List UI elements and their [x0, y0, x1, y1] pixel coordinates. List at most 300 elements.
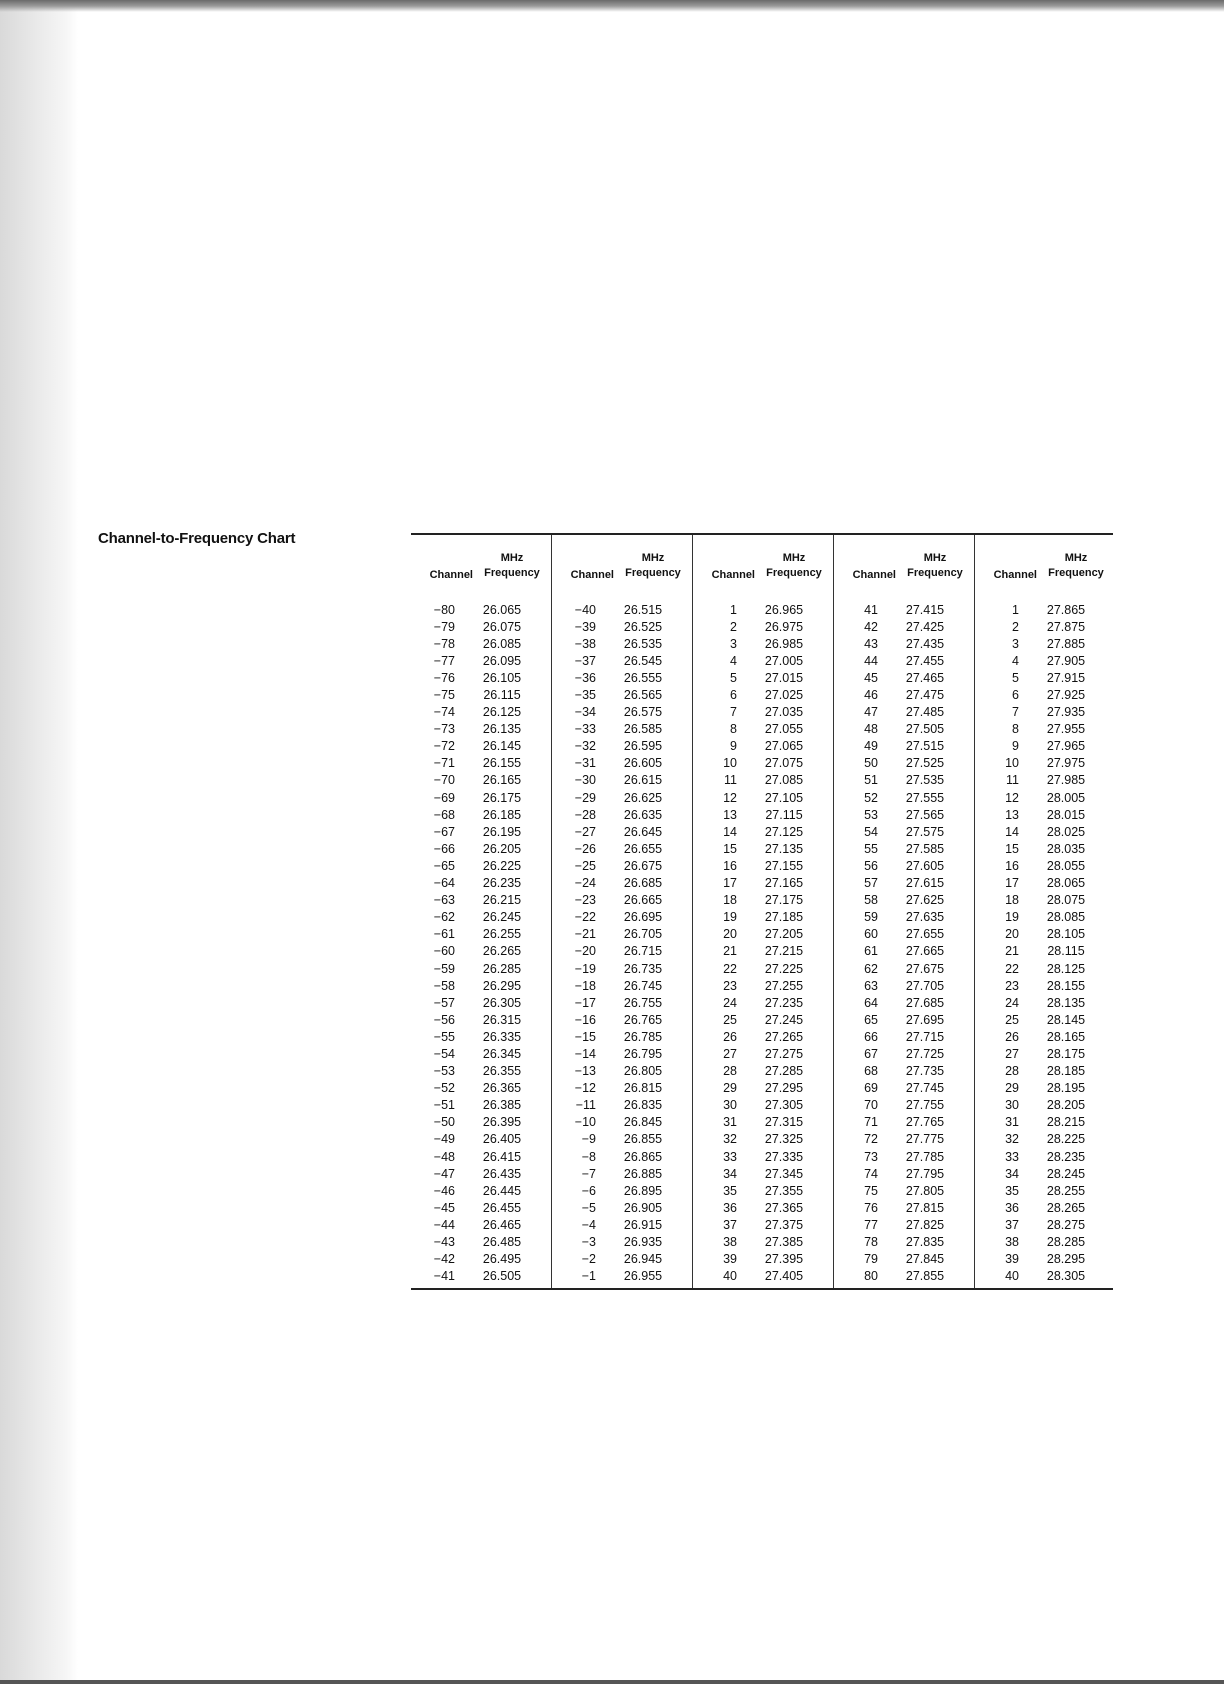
- table-row: [693, 1114, 833, 1131]
- channel-cell: 5: [730, 670, 737, 685]
- channel-cell: −44: [433, 1217, 455, 1232]
- table-row: [411, 1097, 551, 1114]
- channel-cell: 21: [723, 944, 737, 959]
- table-row: [552, 704, 692, 721]
- frequency-cell: 26.465: [482, 1217, 522, 1232]
- channel-cell: 41: [864, 602, 878, 617]
- channel-cell: 12: [723, 790, 737, 805]
- table-row: [552, 1114, 692, 1131]
- frequency-cell: 26.895: [623, 1183, 663, 1198]
- frequency-cell: 26.415: [482, 1149, 522, 1164]
- channel-cell: 62: [864, 961, 878, 976]
- frequency-cell: 27.745: [905, 1081, 945, 1096]
- frequency-cell: 27.235: [764, 995, 804, 1010]
- table-row: [975, 1131, 1115, 1148]
- channel-cell: 57: [864, 876, 878, 891]
- channel-cell: 65: [864, 1012, 878, 1027]
- channel-cell: −56: [433, 1012, 455, 1027]
- frequency-cell: 27.685: [905, 995, 945, 1010]
- table-row: [552, 652, 692, 669]
- frequency-cell: 27.505: [905, 722, 945, 737]
- table-row: [693, 1131, 833, 1148]
- frequency-cell: 27.115: [765, 807, 803, 822]
- channel-cell: −14: [574, 1046, 596, 1061]
- table-row: [411, 977, 551, 994]
- table-row: [834, 909, 974, 926]
- table-row: [552, 1063, 692, 1080]
- table-row: [552, 840, 692, 857]
- channel-cell: 52: [864, 790, 878, 805]
- channel-cell: 19: [723, 910, 737, 925]
- frequency-cell: 27.855: [905, 1269, 945, 1284]
- unit-label: MHz: [923, 552, 947, 564]
- channel-cell: 21: [1005, 944, 1019, 959]
- frequency-cell: 26.555: [623, 670, 663, 685]
- channel-cell: −37: [574, 653, 596, 668]
- channel-cell: −47: [433, 1166, 455, 1181]
- table-row: [411, 1131, 551, 1148]
- frequency-cell: 27.605: [905, 858, 945, 873]
- channel-cell: 20: [1005, 927, 1019, 942]
- frequency-cell: 26.215: [482, 893, 522, 908]
- channel-cell: −55: [433, 1029, 455, 1044]
- table-row: [834, 738, 974, 755]
- frequency-cell: 28.245: [1046, 1166, 1086, 1181]
- frequency-cell: 26.835: [623, 1098, 663, 1113]
- frequency-cell: 27.485: [905, 705, 945, 720]
- table-row: [552, 1233, 692, 1250]
- table-row: [975, 960, 1115, 977]
- table-row: [975, 1199, 1115, 1216]
- frequency-cell: 28.275: [1046, 1217, 1086, 1232]
- channel-cell: 24: [1005, 995, 1019, 1010]
- frequency-cell: 27.035: [764, 705, 804, 720]
- channel-cell: −45: [433, 1200, 455, 1215]
- channel-cell: 29: [1005, 1081, 1019, 1096]
- table-row: [975, 652, 1115, 669]
- frequency-cell: 26.765: [623, 1012, 663, 1027]
- frequency-cell: 27.355: [764, 1183, 804, 1198]
- table-row: [552, 823, 692, 840]
- channel-cell: 17: [723, 876, 737, 891]
- table-row: [834, 1165, 974, 1182]
- column-header: [693, 535, 833, 587]
- table-row: [693, 738, 833, 755]
- table-row: [834, 669, 974, 686]
- table-row: [411, 840, 551, 857]
- frequency-cell: 28.305: [1046, 1269, 1086, 1284]
- frequency-cell: 28.015: [1046, 807, 1086, 822]
- table-row: [834, 618, 974, 635]
- channel-cell: 37: [1005, 1217, 1019, 1232]
- table-row: [834, 1199, 974, 1216]
- frequency-cell: 27.805: [905, 1183, 945, 1198]
- table-row: [411, 823, 551, 840]
- channel-cell: 8: [730, 722, 737, 737]
- channel-cell: −59: [433, 961, 455, 976]
- table-row: [552, 806, 692, 823]
- frequency-cell: 26.815: [623, 1081, 663, 1096]
- frequency-cell: 26.655: [623, 841, 663, 856]
- channel-cell: 9: [730, 739, 737, 754]
- channel-cell: 45: [864, 670, 878, 685]
- table-row: [975, 1268, 1115, 1285]
- channel-cell: −13: [574, 1064, 596, 1079]
- channel-cell: 35: [723, 1183, 737, 1198]
- table-row: [411, 1165, 551, 1182]
- table-row: [693, 875, 833, 892]
- table-row: [693, 823, 833, 840]
- channel-cell: −28: [574, 807, 596, 822]
- table-row: [552, 1011, 692, 1028]
- channel-cell: −75: [433, 688, 455, 703]
- table-row: [975, 772, 1115, 789]
- frequency-cell: 27.735: [905, 1064, 945, 1079]
- channel-cell: −4: [581, 1217, 596, 1232]
- table-row: [834, 772, 974, 789]
- table-row: [411, 1148, 551, 1165]
- frequency-cell: 26.535: [623, 636, 663, 651]
- channel-cell: 26: [1005, 1029, 1019, 1044]
- table-row: [693, 635, 833, 652]
- table-row: [693, 1165, 833, 1182]
- frequency-cell: 26.745: [623, 978, 663, 993]
- table-row: [975, 909, 1115, 926]
- channel-cell: 25: [1005, 1012, 1019, 1027]
- channel-cell: 39: [723, 1252, 737, 1267]
- frequency-cell: 26.845: [623, 1115, 663, 1130]
- table-row: [834, 994, 974, 1011]
- channel-cell: 76: [864, 1200, 878, 1215]
- channel-cell: −25: [574, 858, 596, 873]
- table-row: [834, 635, 974, 652]
- channel-cell: 14: [1005, 824, 1019, 839]
- channel-cell: −49: [433, 1132, 455, 1147]
- channel-cell: 69: [864, 1081, 878, 1096]
- channel-cell: −43: [433, 1235, 455, 1250]
- frequency-cell: 27.125: [764, 824, 804, 839]
- frequency-cell: 27.305: [764, 1098, 804, 1113]
- channel-cell: −27: [574, 824, 596, 839]
- frequency-header: [473, 551, 551, 581]
- frequency-cell: 28.115: [1047, 944, 1085, 959]
- table-row: [411, 1251, 551, 1268]
- table-row: [411, 669, 551, 686]
- table-row: [975, 1233, 1115, 1250]
- table-row: [834, 1182, 974, 1199]
- table-row: [834, 840, 974, 857]
- frequency-cell: 26.495: [482, 1252, 522, 1267]
- channel-cell: 51: [864, 773, 878, 788]
- channel-cell: −74: [433, 705, 455, 720]
- table-row: [552, 755, 692, 772]
- table-row: [552, 1097, 692, 1114]
- frequency-cell: 28.125: [1046, 961, 1086, 976]
- frequency-cell: 28.265: [1046, 1200, 1086, 1215]
- channel-cell: −26: [574, 841, 596, 856]
- channel-cell: −68: [433, 807, 455, 822]
- table-row: [411, 857, 551, 874]
- channel-cell: 32: [1005, 1132, 1019, 1147]
- table-row: [693, 892, 833, 909]
- channel-cell: −30: [574, 773, 596, 788]
- channel-cell: −76: [433, 670, 455, 685]
- channel-cell: −77: [433, 653, 455, 668]
- frequency-cell: 28.185: [1046, 1064, 1086, 1079]
- frequency-cell: 27.665: [905, 944, 945, 959]
- table-row: [975, 789, 1115, 806]
- frequency-cell: 26.855: [623, 1132, 663, 1147]
- table-row: [411, 1216, 551, 1233]
- table-row: [975, 669, 1115, 686]
- table-row: [552, 926, 692, 943]
- frequency-cell: 26.795: [623, 1046, 663, 1061]
- frequency-cell: 26.585: [623, 722, 663, 737]
- channel-cell: −52: [433, 1081, 455, 1096]
- frequency-cell: 27.905: [1046, 653, 1086, 668]
- frequency-cell: 27.785: [905, 1149, 945, 1164]
- column-header: [975, 535, 1115, 587]
- channel-cell: 7: [730, 705, 737, 720]
- channel-cell: −72: [433, 739, 455, 754]
- channel-cell: 30: [1005, 1098, 1019, 1113]
- frequency-cell: 27.885: [1046, 636, 1086, 651]
- frequency-cell: 26.155: [482, 756, 522, 771]
- frequency-cell: 28.205: [1046, 1098, 1086, 1113]
- table-row: [411, 960, 551, 977]
- table-row: [411, 686, 551, 703]
- table-row: [411, 1045, 551, 1062]
- table-row: [975, 875, 1115, 892]
- channel-cell: −71: [433, 756, 455, 771]
- column-header: [552, 535, 692, 587]
- channel-cell: 32: [723, 1132, 737, 1147]
- frequency-cell: 28.085: [1046, 910, 1086, 925]
- frequency-cell: 28.075: [1046, 893, 1086, 908]
- frequency-label: Frequency: [484, 567, 540, 579]
- channel-cell: −65: [433, 858, 455, 873]
- table-row: [693, 1080, 833, 1097]
- unit-label: MHz: [782, 552, 806, 564]
- frequency-label: Frequency: [907, 567, 963, 579]
- frequency-cell: 26.785: [623, 1029, 663, 1044]
- channel-cell: 38: [1005, 1235, 1019, 1250]
- channel-cell: 28: [1005, 1064, 1019, 1079]
- frequency-cell: 26.445: [482, 1183, 522, 1198]
- channel-cell: 23: [1005, 978, 1019, 993]
- frequency-cell: 26.715: [623, 944, 663, 959]
- frequency-cell: 26.105: [482, 670, 522, 685]
- frequency-cell: 27.375: [764, 1217, 804, 1232]
- frequency-cell: 26.605: [623, 756, 663, 771]
- frequency-cell: 26.945: [623, 1252, 663, 1267]
- table-row: [411, 755, 551, 772]
- unit-label: MHz: [641, 552, 665, 564]
- channel-cell: 2: [730, 619, 737, 634]
- frequency-cell: 26.075: [482, 619, 522, 634]
- channel-cell: −73: [433, 722, 455, 737]
- frequency-cell: 26.635: [623, 807, 663, 822]
- channel-cell: 75: [864, 1183, 878, 1198]
- frequency-cell: 26.685: [623, 876, 663, 891]
- channel-cell: −16: [574, 1012, 596, 1027]
- frequency-cell: 26.595: [623, 739, 663, 754]
- table-row: [552, 1131, 692, 1148]
- frequency-cell: 28.165: [1046, 1029, 1086, 1044]
- frequency-cell: 26.255: [482, 927, 522, 942]
- frequency-cell: 28.175: [1046, 1046, 1086, 1061]
- frequency-cell: 28.295: [1046, 1252, 1086, 1267]
- channel-cell: −40: [574, 602, 596, 617]
- frequency-cell: 26.705: [623, 927, 663, 942]
- table-row: [834, 686, 974, 703]
- frequency-cell: 27.635: [905, 910, 945, 925]
- frequency-cell: 26.345: [482, 1046, 522, 1061]
- table-row: [411, 618, 551, 635]
- channel-cell: 53: [864, 807, 878, 822]
- table-row: [693, 840, 833, 857]
- frequency-cell: 28.285: [1046, 1235, 1086, 1250]
- channel-cell: −66: [433, 841, 455, 856]
- block-body: [834, 587, 974, 1285]
- frequency-cell: 27.345: [764, 1166, 804, 1181]
- table-row: [693, 1028, 833, 1045]
- frequency-cell: 27.935: [1046, 705, 1086, 720]
- table-row: [693, 857, 833, 874]
- table-row: [834, 1268, 974, 1285]
- table-row: [834, 1148, 974, 1165]
- frequency-cell: 26.175: [482, 790, 522, 805]
- table-row: [411, 1011, 551, 1028]
- frequency-cell: 28.055: [1046, 858, 1086, 873]
- table-row: [834, 721, 974, 738]
- table-row: [975, 635, 1115, 652]
- table-row: [552, 943, 692, 960]
- frequency-cell: 26.695: [623, 910, 663, 925]
- channel-cell: 42: [864, 619, 878, 634]
- frequency-cell: 27.985: [1046, 773, 1086, 788]
- frequency-cell: 27.325: [764, 1132, 804, 1147]
- table-row: [975, 926, 1115, 943]
- frequency-cell: 26.195: [482, 824, 522, 839]
- table-row: [693, 1268, 833, 1285]
- table-row: [552, 1045, 692, 1062]
- frequency-cell: 26.885: [623, 1166, 663, 1181]
- frequency-cell: 26.665: [623, 893, 663, 908]
- table-row: [693, 994, 833, 1011]
- table-row: [411, 1233, 551, 1250]
- frequency-cell: 27.465: [905, 670, 945, 685]
- channel-cell: 68: [864, 1064, 878, 1079]
- table-row: [411, 1063, 551, 1080]
- table-row: [411, 789, 551, 806]
- frequency-cell: 27.005: [764, 653, 804, 668]
- channel-cell: 1: [730, 602, 737, 617]
- channel-cell: −46: [433, 1183, 455, 1198]
- frequency-cell: 27.655: [905, 927, 945, 942]
- frequency-cell: 26.955: [623, 1269, 663, 1284]
- channel-cell: 73: [864, 1149, 878, 1164]
- channel-cell: −38: [574, 636, 596, 651]
- table-row: [834, 1097, 974, 1114]
- frequency-cell: 27.055: [764, 722, 804, 737]
- table-row: [693, 1233, 833, 1250]
- table-row: [552, 994, 692, 1011]
- table-row: [975, 1251, 1115, 1268]
- channel-cell: 34: [723, 1166, 737, 1181]
- channel-cell: −22: [574, 910, 596, 925]
- table-row: [552, 721, 692, 738]
- frequency-cell: 27.365: [764, 1200, 804, 1215]
- table-row: [975, 1216, 1115, 1233]
- table-row: [693, 1011, 833, 1028]
- table-row: [975, 943, 1115, 960]
- frequency-cell: 27.085: [764, 773, 804, 788]
- table-row: [411, 994, 551, 1011]
- table-row: [975, 1011, 1115, 1028]
- table-row: [975, 1097, 1115, 1114]
- channel-cell: −23: [574, 893, 596, 908]
- channel-cell: −36: [574, 670, 596, 685]
- channel-cell: 16: [1005, 858, 1019, 873]
- frequency-cell: 26.645: [623, 824, 663, 839]
- frequency-header: [755, 551, 833, 581]
- frequency-cell: 26.295: [482, 978, 522, 993]
- frequency-cell: 27.175: [764, 893, 804, 908]
- frequency-cell: 26.455: [482, 1200, 522, 1215]
- frequency-cell: 27.585: [905, 841, 945, 856]
- channel-header: Channel: [429, 569, 473, 581]
- channel-cell: −54: [433, 1046, 455, 1061]
- frequency-cell: 26.245: [482, 910, 522, 925]
- table-row: [552, 960, 692, 977]
- table-row: [693, 1045, 833, 1062]
- frequency-cell: 28.225: [1046, 1132, 1086, 1147]
- channel-cell: 59: [864, 910, 878, 925]
- channel-cell: 23: [723, 978, 737, 993]
- table-row: [552, 772, 692, 789]
- channel-cell: 16: [723, 858, 737, 873]
- channel-cell: 19: [1005, 910, 1019, 925]
- table-row: [693, 772, 833, 789]
- frequency-cell: 26.505: [482, 1269, 522, 1284]
- channel-cell: 40: [1005, 1269, 1019, 1284]
- channel-cell: 71: [864, 1115, 878, 1130]
- channel-cell: −78: [433, 636, 455, 651]
- table-row: [975, 601, 1115, 618]
- channel-cell: 77: [864, 1217, 878, 1232]
- table-row: [975, 1114, 1115, 1131]
- frequency-cell: 27.295: [764, 1081, 804, 1096]
- table-row: [552, 977, 692, 994]
- channel-cell: 25: [723, 1012, 737, 1027]
- channel-cell: −20: [574, 944, 596, 959]
- channel-cell: 30: [723, 1098, 737, 1113]
- channel-cell: 2: [1012, 619, 1019, 634]
- table-row: [411, 875, 551, 892]
- frequency-cell: 26.145: [482, 739, 522, 754]
- channel-cell: −2: [581, 1252, 596, 1267]
- frequency-cell: 27.555: [905, 790, 945, 805]
- frequency-cell: 27.315: [764, 1115, 804, 1130]
- channel-cell: −6: [581, 1183, 596, 1198]
- frequency-cell: 26.865: [623, 1149, 663, 1164]
- table-row: [834, 1011, 974, 1028]
- table-row: [975, 1080, 1115, 1097]
- channel-cell: 18: [1005, 893, 1019, 908]
- channel-cell: 36: [723, 1200, 737, 1215]
- table-row: [552, 1199, 692, 1216]
